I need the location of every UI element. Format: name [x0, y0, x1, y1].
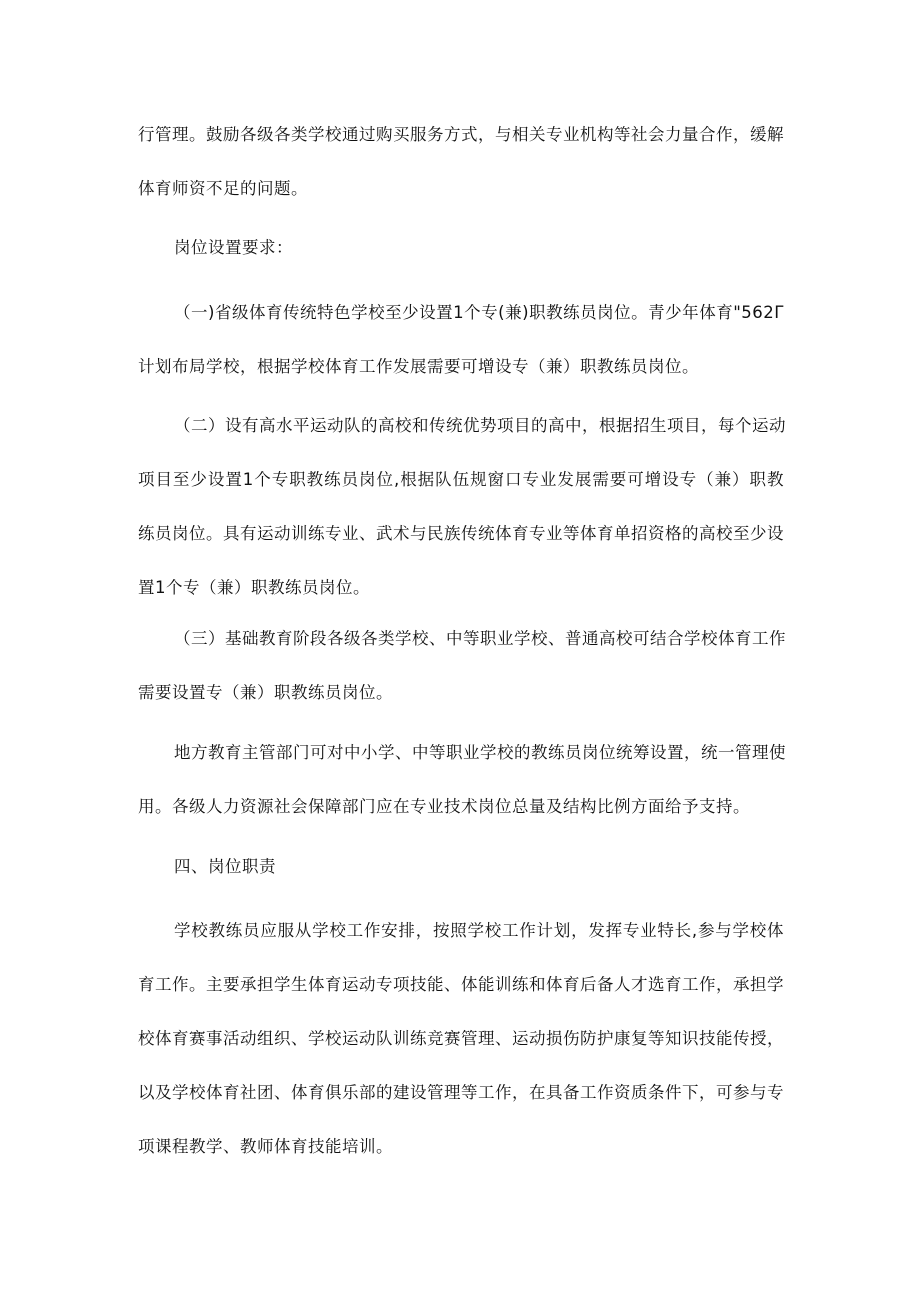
paragraph-outsourcing [138, 123, 784, 231]
text-line: 四、岗位职责 [174, 857, 276, 876]
text-line: 行管理。鼓励各级各类学校通过购买服务方式，与相关专业机构等社会力量合作，缓解 [138, 125, 784, 144]
text-line: 体育师资不足的问题。 [138, 179, 308, 198]
text-line: 育工作。主要承担学生体育运动专项技能、体能训练和体育后备人才选育工作，承担学 [138, 975, 784, 994]
text-line: 地方教育主管部门可对中小学、中等职业学校的教练员岗位统筹设置，统一管理使 [174, 743, 786, 762]
text-line: 校体育赛事活动组织、学校运动队训练竞赛管理、运动损伤防护康复等知识技能传授， [138, 1029, 784, 1048]
text-line: （二）设有高水平运动队的高校和传统优势项目的高中，根据招生项目，每个运动 [174, 416, 786, 435]
section-heading-duties [138, 855, 784, 909]
text-line: 项目至少设置1个专职教练员岗位,根据队伍规窗口专业发展需要可增设专（兼）职教 [138, 470, 784, 489]
text-line: 练员岗位。具有运动训练专业、武术与民族传统体育专业等体育单招资格的高校至少设 [138, 524, 784, 543]
section-heading-post-requirements [138, 236, 784, 290]
text-line: 学校教练员应服从学校工作安排，按照学校工作计划，发挥专业特长,参与学校体 [174, 921, 784, 940]
text-line: 置1个专（兼）职教练员岗位。 [138, 578, 370, 597]
text-line: 岗位设置要求： [174, 238, 293, 257]
text-line: （三）基础教育阶段各级各类学校、中等职业学校、普通高校可结合学校体育工作 [174, 629, 786, 648]
text-line: 项课程教学、教师体育技能培训。 [138, 1137, 393, 1156]
paragraph-item-one [138, 301, 784, 409]
text-line: 用。各级人力资源社会保障部门应在专业技术岗位总量及结构比例方面给予支持。 [138, 797, 750, 816]
text-line: （一)省级体育传统特色学校至少设置1个专(兼)职教练员岗位。青少年体育"562Γ [174, 303, 784, 322]
paragraph-coach-duties [138, 919, 784, 1189]
paragraph-item-two [138, 414, 784, 630]
text-line: 计划布局学校，根据学校体育工作发展需要可增设专（兼）职教练员岗位。 [138, 357, 699, 376]
paragraph-local-authorities [138, 741, 784, 849]
text-line: 以及学校体育社团、体育俱乐部的建设管理等工作，在具备工作资质条件下，可参与专 [138, 1083, 784, 1102]
text-line: 需要设置专（兼）职教练员岗位。 [138, 683, 393, 702]
paragraph-item-three [138, 627, 784, 735]
